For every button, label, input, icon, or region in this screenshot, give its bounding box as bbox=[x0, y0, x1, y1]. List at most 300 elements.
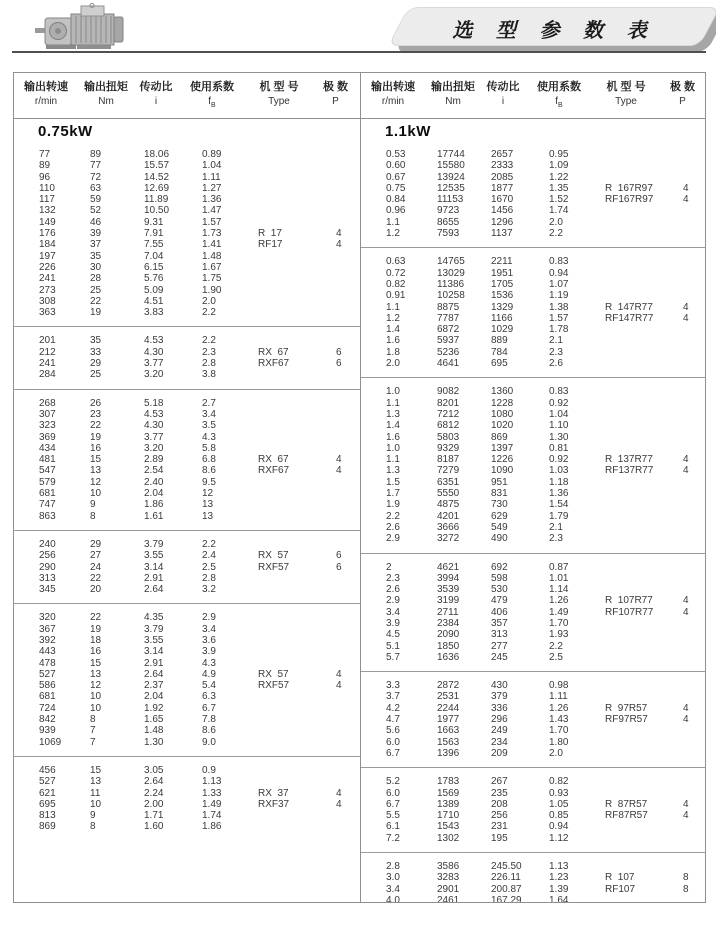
table-section bbox=[361, 553, 706, 672]
speed-cell: 695 bbox=[39, 798, 56, 810]
type-cell bbox=[258, 584, 336, 595]
power-rating-label: 1.1kW bbox=[385, 123, 431, 140]
torque-cell: 12 bbox=[90, 680, 102, 692]
service-factor-cell: 4.3 bbox=[202, 657, 216, 669]
table-section bbox=[14, 756, 360, 841]
type-cell bbox=[605, 573, 683, 584]
table-row bbox=[361, 629, 706, 640]
type-cell bbox=[605, 432, 683, 443]
torque-cell: 1302 bbox=[437, 832, 460, 844]
table-row bbox=[14, 307, 360, 318]
table-row bbox=[361, 776, 706, 787]
table-row bbox=[361, 172, 706, 183]
speed-cell: 3.7 bbox=[386, 691, 400, 703]
ratio-cell: 10.50 bbox=[144, 205, 170, 217]
type-cell bbox=[258, 635, 336, 646]
poles-cell bbox=[683, 290, 706, 301]
column-header-label: 输出扭矩 bbox=[431, 80, 475, 93]
poles-cell bbox=[336, 573, 360, 584]
type-cell bbox=[605, 279, 683, 290]
service-factor-cell: 1.64 bbox=[549, 894, 569, 902]
speed-cell: 212 bbox=[39, 346, 56, 358]
column-header-label: 传动比 bbox=[486, 80, 520, 93]
speed-cell: 0.91 bbox=[386, 290, 406, 302]
table-row bbox=[14, 454, 360, 465]
table-row bbox=[361, 217, 706, 228]
table-row bbox=[361, 607, 706, 618]
service-factor-cell: 3.8 bbox=[202, 369, 216, 381]
service-factor-cell: 1.23 bbox=[549, 872, 569, 884]
table-row bbox=[14, 205, 360, 216]
type-cell bbox=[258, 172, 336, 183]
torque-cell: 1636 bbox=[437, 651, 460, 663]
poles-cell bbox=[683, 160, 706, 171]
torque-cell: 8655 bbox=[437, 216, 460, 228]
type-cell: RX 37 bbox=[258, 787, 289, 799]
type-cell bbox=[258, 335, 336, 346]
table-section bbox=[14, 530, 360, 603]
torque-cell: 15 bbox=[90, 657, 102, 669]
table-row bbox=[361, 595, 706, 606]
speed-cell: 369 bbox=[39, 431, 56, 443]
type-cell bbox=[258, 488, 336, 499]
service-factor-cell: 1.73 bbox=[202, 228, 222, 240]
speed-cell: 184 bbox=[39, 239, 56, 251]
table-body-left bbox=[14, 119, 360, 902]
service-factor-cell: 1.49 bbox=[202, 798, 222, 810]
table-row bbox=[361, 302, 706, 313]
torque-cell: 4875 bbox=[437, 499, 460, 511]
ratio-cell: 730 bbox=[491, 499, 508, 511]
service-factor-cell: 1.33 bbox=[202, 787, 222, 799]
poles-cell bbox=[683, 149, 706, 160]
ratio-cell: 3.83 bbox=[144, 307, 164, 319]
torque-cell: 30 bbox=[90, 261, 102, 273]
service-factor-cell: 1.22 bbox=[549, 171, 569, 183]
type-cell bbox=[605, 149, 683, 160]
type-cell bbox=[605, 477, 683, 488]
table-row bbox=[14, 680, 360, 691]
table-section bbox=[361, 671, 706, 767]
torque-cell: 1569 bbox=[437, 787, 460, 799]
speed-cell: 2.6 bbox=[386, 521, 400, 533]
speed-cell: 256 bbox=[39, 550, 56, 562]
service-factor-cell: 6.8 bbox=[202, 454, 216, 466]
poles-cell: 4 bbox=[336, 668, 342, 680]
speed-cell: 621 bbox=[39, 787, 56, 799]
table-row bbox=[361, 533, 706, 544]
ratio-cell: 209 bbox=[491, 747, 508, 759]
table-section bbox=[14, 603, 360, 756]
speed-cell: 939 bbox=[39, 725, 56, 737]
ratio-cell: 2.64 bbox=[144, 668, 164, 680]
ratio-cell: 2.64 bbox=[144, 776, 164, 788]
service-factor-cell: 0.98 bbox=[549, 680, 569, 692]
speed-cell: 478 bbox=[39, 657, 56, 669]
table-row bbox=[361, 256, 706, 267]
table-row bbox=[14, 228, 360, 239]
column-header-label: 输出转速 bbox=[371, 80, 415, 93]
torque-cell: 25 bbox=[90, 369, 102, 381]
service-factor-cell: 0.83 bbox=[549, 256, 569, 268]
column-header-label: 使用系数 bbox=[537, 80, 581, 93]
table-row bbox=[14, 194, 360, 205]
poles-cell bbox=[683, 499, 706, 510]
speed-cell: 1.3 bbox=[386, 465, 400, 477]
type-cell bbox=[258, 737, 336, 748]
ratio-cell: 2.91 bbox=[144, 572, 164, 584]
ratio-cell: 598 bbox=[491, 572, 508, 584]
table-row bbox=[361, 279, 706, 290]
service-factor-cell: 1.14 bbox=[549, 584, 569, 596]
poles-cell bbox=[336, 307, 360, 318]
speed-cell: 1.6 bbox=[386, 335, 400, 347]
torque-cell: 13924 bbox=[437, 171, 465, 183]
poles-cell bbox=[336, 737, 360, 748]
speed-cell: 0.67 bbox=[386, 171, 406, 183]
torque-cell: 9 bbox=[90, 810, 96, 822]
torque-cell: 13 bbox=[90, 776, 102, 788]
torque-cell: 20 bbox=[90, 584, 102, 596]
speed-cell: 149 bbox=[39, 216, 56, 228]
type-cell bbox=[605, 652, 683, 663]
speed-cell: 117 bbox=[39, 194, 55, 206]
table-row bbox=[14, 810, 360, 821]
type-cell bbox=[605, 629, 683, 640]
torque-cell: 77 bbox=[90, 160, 102, 172]
speed-cell: 6.1 bbox=[386, 821, 400, 833]
speed-cell: 6.7 bbox=[386, 798, 400, 810]
speed-cell: 681 bbox=[39, 691, 56, 703]
poles-cell bbox=[683, 618, 706, 629]
service-factor-cell: 3.5 bbox=[202, 420, 216, 432]
column-header-unit: Nm bbox=[445, 95, 461, 107]
type-cell: RF97R57 bbox=[605, 714, 648, 726]
poles-cell bbox=[683, 386, 706, 397]
service-factor-cell: 1.01 bbox=[549, 572, 569, 584]
speed-cell: 1.1 bbox=[386, 216, 400, 228]
torque-cell: 5937 bbox=[437, 335, 460, 347]
speed-cell: 77 bbox=[39, 149, 51, 160]
table-row bbox=[361, 861, 706, 872]
column-header-unit: $f_B$ bbox=[208, 95, 216, 109]
type-cell: RF147R77 bbox=[605, 312, 654, 324]
type-cell bbox=[258, 539, 336, 550]
poles-cell bbox=[683, 268, 706, 279]
speed-cell: 1.6 bbox=[386, 431, 400, 443]
poles-cell bbox=[336, 539, 360, 550]
table-row bbox=[14, 550, 360, 561]
speed-cell: 89 bbox=[39, 160, 51, 172]
column-header bbox=[659, 80, 706, 113]
ratio-cell: 629 bbox=[491, 510, 508, 522]
torque-cell: 9723 bbox=[437, 205, 460, 217]
poles-cell: 4 bbox=[683, 454, 689, 466]
speed-cell: 308 bbox=[39, 295, 56, 307]
torque-cell: 11153 bbox=[437, 194, 464, 206]
poles-cell: 8 bbox=[683, 872, 689, 884]
table-row bbox=[361, 420, 706, 431]
type-cell bbox=[258, 691, 336, 702]
type-cell bbox=[605, 776, 683, 787]
type-cell bbox=[605, 228, 683, 239]
poles-cell bbox=[336, 477, 360, 488]
service-factor-cell: 3.4 bbox=[202, 623, 216, 635]
ratio-cell: 1029 bbox=[491, 324, 514, 336]
ratio-cell: 1.86 bbox=[144, 499, 164, 511]
poles-cell bbox=[336, 624, 360, 635]
table-row bbox=[361, 183, 706, 194]
service-factor-cell: 1.79 bbox=[549, 510, 569, 522]
service-factor-cell: 1.11 bbox=[202, 171, 221, 183]
torque-cell: 8 bbox=[90, 510, 96, 522]
poles-cell bbox=[683, 488, 706, 499]
poles-cell bbox=[336, 499, 360, 510]
torque-cell: 28 bbox=[90, 273, 102, 285]
type-cell bbox=[605, 205, 683, 216]
column-header bbox=[425, 80, 481, 113]
ratio-cell: 336 bbox=[491, 702, 508, 714]
ratio-cell: 5.18 bbox=[144, 397, 164, 409]
table-row bbox=[14, 217, 360, 228]
service-factor-cell: 1.09 bbox=[549, 160, 569, 172]
poles-cell: 6 bbox=[336, 358, 342, 370]
torque-cell: 9082 bbox=[437, 386, 460, 398]
ratio-cell: 2085 bbox=[491, 171, 514, 183]
type-cell bbox=[605, 358, 683, 369]
poles-cell bbox=[336, 714, 360, 725]
type-cell bbox=[605, 833, 683, 844]
poles-cell bbox=[336, 149, 360, 160]
table-row bbox=[361, 703, 706, 714]
table-row bbox=[14, 776, 360, 787]
poles-cell bbox=[683, 420, 706, 431]
column-header-label: 机 型 号 bbox=[606, 80, 646, 93]
ratio-cell: 3.20 bbox=[144, 369, 164, 381]
ratio-cell: 4.30 bbox=[144, 420, 164, 432]
ratio-cell: 4.51 bbox=[144, 295, 164, 307]
type-cell bbox=[258, 285, 336, 296]
poles-cell bbox=[336, 285, 360, 296]
table-row bbox=[361, 872, 706, 883]
table-row bbox=[361, 160, 706, 171]
poles-cell bbox=[683, 833, 706, 844]
type-cell bbox=[258, 499, 336, 510]
torque-cell: 3283 bbox=[437, 872, 460, 884]
torque-cell: 12 bbox=[90, 476, 102, 488]
speed-cell: 1.1 bbox=[386, 301, 400, 313]
poles-cell bbox=[683, 629, 706, 640]
type-cell bbox=[605, 217, 683, 228]
table-row bbox=[14, 160, 360, 171]
table-section bbox=[361, 377, 706, 552]
ratio-cell: 1456 bbox=[491, 205, 514, 217]
ratio-cell: 167.29 bbox=[491, 894, 522, 902]
table-row bbox=[361, 788, 706, 799]
table-row bbox=[14, 251, 360, 262]
poles-cell bbox=[683, 680, 706, 691]
poles-cell bbox=[683, 737, 706, 748]
ratio-cell: 1705 bbox=[491, 278, 514, 290]
service-factor-cell: 5.8 bbox=[202, 442, 216, 454]
column-header-unit: Nm bbox=[98, 95, 114, 107]
torque-cell: 1563 bbox=[437, 736, 460, 748]
table-row bbox=[361, 573, 706, 584]
torque-cell: 59 bbox=[90, 194, 102, 206]
poles-cell bbox=[336, 262, 360, 273]
poles-cell bbox=[336, 765, 360, 776]
column-header-unit: r/min bbox=[34, 95, 58, 107]
poles-cell bbox=[683, 776, 706, 787]
poles-cell: 6 bbox=[336, 550, 342, 562]
column-header-label: 机 型 号 bbox=[259, 80, 299, 93]
speed-cell: 5.1 bbox=[386, 640, 400, 652]
type-cell bbox=[258, 409, 336, 420]
title-banner bbox=[398, 7, 710, 46]
service-factor-cell: 1.18 bbox=[549, 476, 569, 488]
torque-cell: 2901 bbox=[437, 883, 460, 895]
torque-cell: 4621 bbox=[437, 561, 460, 573]
ratio-cell: 6.15 bbox=[144, 261, 164, 273]
type-cell bbox=[258, 160, 336, 171]
table-row bbox=[361, 810, 706, 821]
torque-cell: 19 bbox=[90, 623, 102, 635]
poles-cell bbox=[683, 861, 706, 872]
ratio-cell: 231 bbox=[491, 821, 508, 833]
table-row bbox=[14, 725, 360, 736]
torque-cell: 10258 bbox=[437, 290, 465, 302]
table-row bbox=[361, 454, 706, 465]
table-row bbox=[361, 149, 706, 160]
power-rating-label: 0.75kW bbox=[38, 123, 93, 140]
ratio-cell: 3.79 bbox=[144, 538, 164, 550]
ratio-cell: 692 bbox=[491, 561, 508, 573]
speed-cell: 4.0 bbox=[386, 894, 400, 902]
table-row bbox=[361, 748, 706, 759]
service-factor-cell: 1.70 bbox=[549, 617, 569, 629]
type-cell: RXF57 bbox=[258, 680, 290, 692]
ratio-cell: 1.71 bbox=[144, 810, 164, 822]
table-row bbox=[14, 347, 360, 358]
poles-cell: 4 bbox=[683, 702, 689, 714]
ratio-cell: 479 bbox=[491, 595, 508, 607]
table-row bbox=[14, 409, 360, 420]
table-row bbox=[14, 714, 360, 725]
table-row bbox=[361, 641, 706, 652]
speed-cell: 197 bbox=[39, 250, 56, 262]
service-factor-cell: 2.0 bbox=[202, 295, 216, 307]
type-cell bbox=[258, 714, 336, 725]
type-cell bbox=[605, 335, 683, 346]
ratio-cell: 406 bbox=[491, 606, 508, 618]
poles-cell bbox=[683, 477, 706, 488]
table-row bbox=[14, 432, 360, 443]
speed-cell: 7.2 bbox=[386, 832, 400, 844]
poles-cell: 4 bbox=[683, 595, 689, 607]
speed-cell: 4.2 bbox=[386, 702, 400, 714]
type-cell bbox=[258, 273, 336, 284]
column-header bbox=[178, 80, 246, 113]
torque-cell: 7 bbox=[90, 725, 96, 737]
poles-cell bbox=[336, 725, 360, 736]
torque-cell: 27 bbox=[90, 550, 102, 562]
service-factor-cell: 2.3 bbox=[202, 346, 216, 358]
ratio-cell: 1226 bbox=[491, 454, 514, 466]
table-row bbox=[14, 465, 360, 476]
type-cell bbox=[605, 522, 683, 533]
table-row bbox=[14, 612, 360, 623]
speed-cell: 0.84 bbox=[386, 194, 406, 206]
column-header bbox=[361, 80, 425, 113]
service-factor-cell: 6.3 bbox=[202, 691, 216, 703]
table-row bbox=[361, 562, 706, 573]
speed-cell: 1.0 bbox=[386, 442, 400, 454]
speed-cell: 0.96 bbox=[386, 205, 406, 217]
poles-cell bbox=[336, 369, 360, 380]
speed-cell: 0.82 bbox=[386, 278, 406, 290]
poles-cell bbox=[336, 443, 360, 454]
speed-cell: 586 bbox=[39, 680, 56, 692]
type-cell bbox=[605, 499, 683, 510]
table-row bbox=[14, 765, 360, 776]
table-row bbox=[14, 511, 360, 522]
service-factor-cell: 2.2 bbox=[549, 228, 563, 240]
service-factor-cell: 2.3 bbox=[549, 346, 563, 358]
table-row bbox=[361, 833, 706, 844]
ratio-cell: 4.30 bbox=[144, 346, 164, 358]
torque-cell: 22 bbox=[90, 572, 102, 584]
torque-cell: 10 bbox=[90, 702, 102, 714]
table-row bbox=[361, 205, 706, 216]
torque-cell: 13029 bbox=[437, 267, 465, 279]
poles-cell bbox=[683, 432, 706, 443]
poles-cell bbox=[683, 573, 706, 584]
table-row bbox=[361, 895, 706, 902]
column-headers-right bbox=[361, 73, 706, 119]
speed-cell: 2.9 bbox=[386, 533, 400, 545]
type-cell: RF167R97 bbox=[605, 194, 654, 206]
ratio-cell: 226.11 bbox=[491, 872, 521, 884]
poles-cell: 4 bbox=[336, 454, 342, 466]
speed-cell: 345 bbox=[39, 584, 56, 596]
type-cell bbox=[258, 810, 336, 821]
speed-cell: 1.8 bbox=[386, 346, 400, 358]
torque-cell: 3994 bbox=[437, 572, 460, 584]
torque-cell: 17744 bbox=[437, 149, 465, 160]
speed-cell: 5.2 bbox=[386, 776, 400, 788]
type-cell: RF107R77 bbox=[605, 606, 654, 618]
service-factor-cell: 2.1 bbox=[549, 521, 563, 533]
ratio-cell: 3.20 bbox=[144, 442, 164, 454]
poles-cell bbox=[336, 432, 360, 443]
service-factor-cell: 2.5 bbox=[549, 651, 563, 663]
speed-cell: 527 bbox=[39, 776, 56, 788]
poles-cell bbox=[683, 533, 706, 544]
column-header-label: 极 数 bbox=[669, 80, 696, 93]
speed-cell: 2.6 bbox=[386, 584, 400, 596]
table-row bbox=[14, 183, 360, 194]
column-header-unit: P bbox=[332, 95, 339, 107]
speed-cell: 747 bbox=[39, 499, 56, 511]
poles-cell: 4 bbox=[336, 465, 342, 477]
torque-cell: 29 bbox=[90, 358, 102, 370]
service-factor-cell: 1.41 bbox=[202, 239, 222, 251]
type-cell bbox=[605, 533, 683, 544]
ratio-cell: 3.14 bbox=[144, 561, 164, 573]
type-cell bbox=[605, 160, 683, 171]
table-section bbox=[361, 767, 706, 852]
poles-cell: 4 bbox=[683, 465, 689, 477]
